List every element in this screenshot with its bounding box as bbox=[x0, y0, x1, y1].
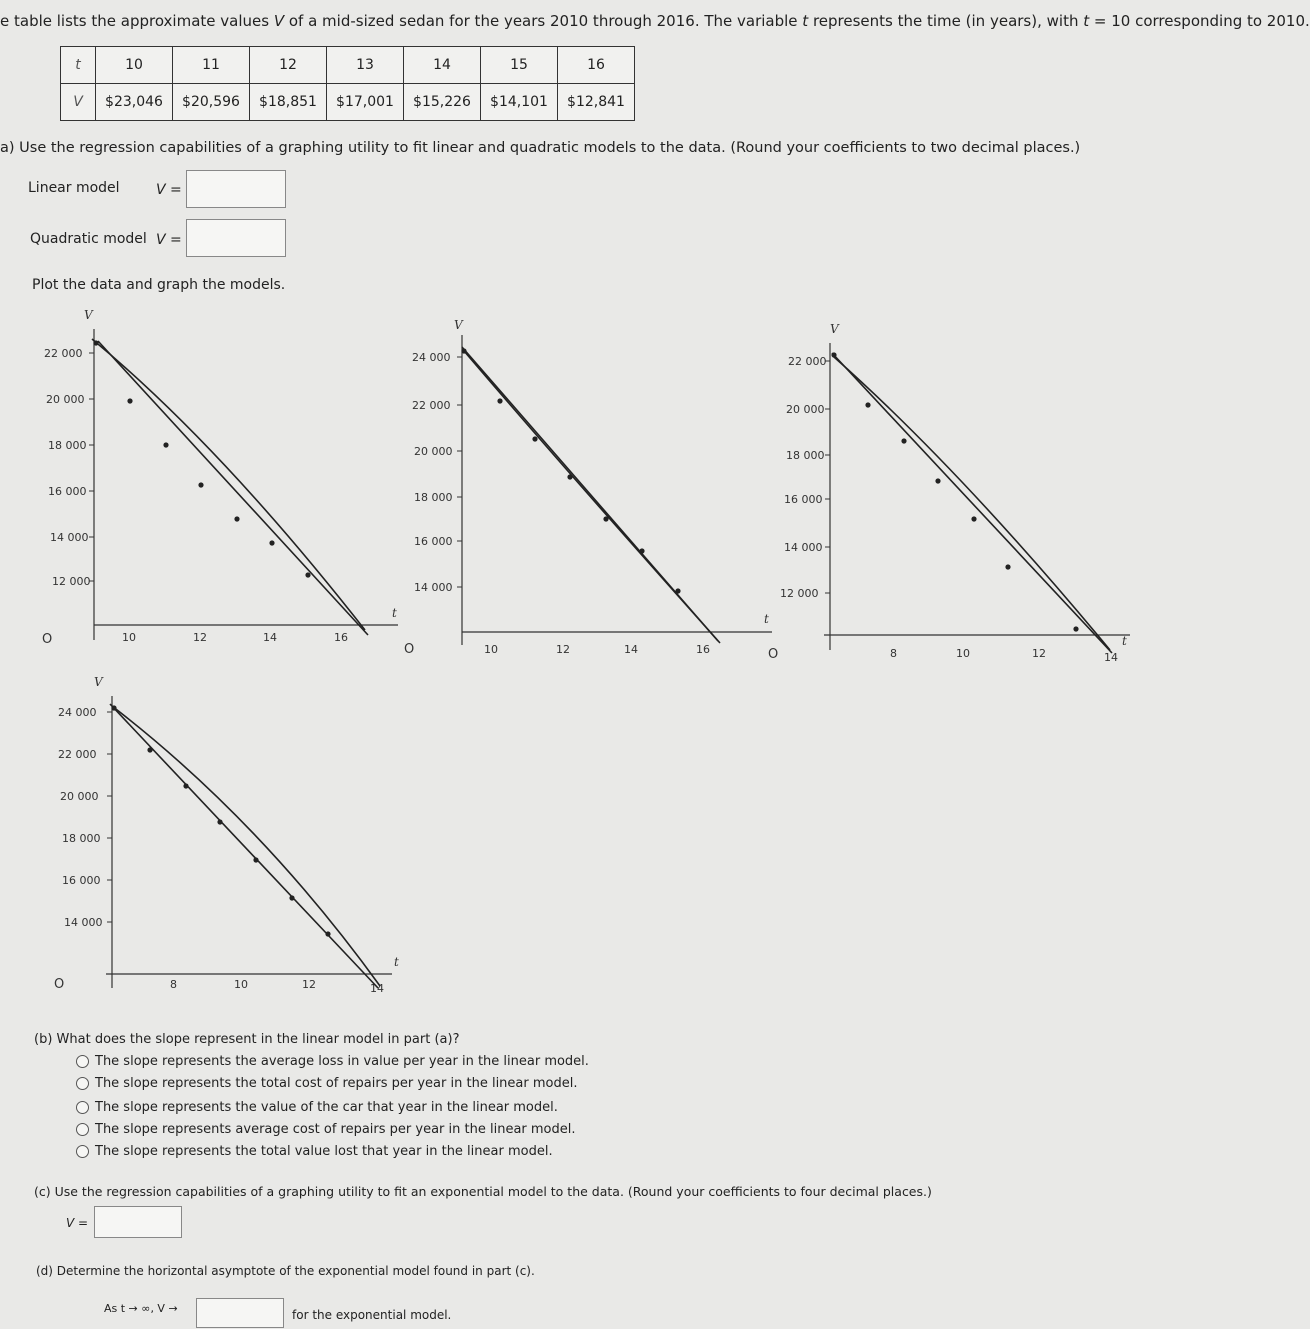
slope-option-3[interactable] bbox=[76, 1100, 558, 1115]
x-tick-label: 12 bbox=[193, 631, 207, 644]
intro-text: e table lists the approximate values bbox=[0, 12, 274, 30]
y-tick-label: 12 000 bbox=[780, 587, 819, 600]
x-tick-label: 16 bbox=[696, 643, 710, 656]
radio-button[interactable] bbox=[76, 1055, 89, 1068]
x-tick-label: 10 bbox=[956, 647, 970, 660]
x-tick-label: 14 bbox=[263, 631, 277, 644]
y-tick-label: 18 000 bbox=[414, 491, 453, 504]
intro-variable-t: t bbox=[802, 12, 809, 30]
y-tick-label: 16 000 bbox=[48, 485, 87, 498]
table-cell: 16 bbox=[558, 47, 635, 84]
y-tick-label: 20 000 bbox=[414, 445, 453, 458]
y-tick-label: 16 000 bbox=[414, 535, 453, 548]
option-label: The slope represents the average loss in value per year in the linear model. bbox=[95, 1054, 589, 1069]
option-label: The slope represents the total value lost that year in the linear model. bbox=[95, 1144, 553, 1159]
x-tick-label: 14 bbox=[1104, 651, 1118, 664]
table-cell: 11 bbox=[173, 47, 250, 84]
x-tick-label: 12 bbox=[302, 978, 316, 991]
slope-option-2[interactable] bbox=[76, 1076, 577, 1091]
intro-text: of a mid-sized sedan for the years 2010 through 2016. The variable bbox=[284, 12, 803, 30]
x-tick-label: 10 bbox=[234, 978, 248, 991]
exponential-model-input[interactable] bbox=[94, 1206, 182, 1238]
table-cell: $18,851 bbox=[250, 84, 327, 121]
linear-model-line bbox=[110, 704, 378, 988]
table-cell: $20,596 bbox=[173, 84, 250, 121]
intro-variable-v: V bbox=[273, 12, 285, 30]
origin-label: O bbox=[54, 977, 65, 992]
data-table bbox=[60, 46, 635, 121]
intro-variable-t: t bbox=[1083, 12, 1090, 30]
linear-model-input[interactable] bbox=[186, 170, 286, 208]
x-axis-label: t bbox=[1122, 634, 1127, 648]
graph-option-4[interactable] bbox=[30, 670, 410, 1000]
y-tick-label: 14 000 bbox=[50, 531, 89, 544]
graph-option-2[interactable] bbox=[400, 305, 780, 665]
slope-option-4[interactable] bbox=[76, 1122, 576, 1137]
y-axis-label: V bbox=[84, 308, 93, 322]
asymptote-limit-text: As t → ∞, V → bbox=[104, 1302, 178, 1315]
option-label: The slope represents the value of the car that year in the linear model. bbox=[95, 1100, 558, 1115]
linear-model-line bbox=[832, 353, 1112, 653]
asymptote-suffix: for the exponential model. bbox=[292, 1308, 452, 1322]
origin-label: O bbox=[768, 647, 779, 662]
radio-button[interactable] bbox=[76, 1101, 89, 1114]
y-tick-label: 22 000 bbox=[412, 399, 451, 412]
y-axis-label: V bbox=[454, 318, 463, 332]
linear-model-label: Linear model bbox=[28, 180, 120, 196]
y-tick-label: 20 000 bbox=[786, 403, 825, 416]
option-label: The slope represents the total cost of repairs per year in the linear model. bbox=[95, 1076, 578, 1091]
radio-button[interactable] bbox=[76, 1123, 89, 1136]
table-cell: 12 bbox=[250, 47, 327, 84]
option-label: The slope represents average cost of repairs per year in the linear model. bbox=[95, 1122, 576, 1137]
asymptote-input[interactable] bbox=[196, 1298, 284, 1328]
y-tick-label: 18 000 bbox=[62, 832, 101, 845]
table-cell: $14,101 bbox=[481, 84, 558, 121]
x-axis-label: t bbox=[392, 606, 397, 620]
y-tick-label: 14 000 bbox=[414, 581, 453, 594]
x-tick-label: 8 bbox=[890, 647, 897, 660]
part-c-prompt: (c) Use the regression capabilities of a graphing utility to fit an exponential model to the data. (Round your coefficients to four decimal places.) bbox=[34, 1184, 932, 1199]
intro-text: represents the time (in years), with bbox=[808, 12, 1084, 30]
table-cell: 10 bbox=[96, 47, 173, 84]
quadratic-model-label: Quadratic model bbox=[30, 231, 147, 247]
graph-option-1[interactable] bbox=[30, 305, 410, 665]
y-tick-label: 22 000 bbox=[44, 347, 83, 360]
y-axis-label: V bbox=[830, 322, 839, 336]
x-axis-label: t bbox=[394, 955, 399, 969]
y-tick-label: 18 000 bbox=[48, 439, 87, 452]
table-header-v: V bbox=[61, 84, 96, 121]
y-tick-label: 14 000 bbox=[64, 916, 103, 929]
y-tick-label: 24 000 bbox=[58, 706, 97, 719]
table-cell: $17,001 bbox=[327, 84, 404, 121]
x-axis-label: t bbox=[764, 612, 769, 626]
table-cell: 14 bbox=[404, 47, 481, 84]
plot-prompt: Plot the data and graph the models. bbox=[32, 277, 286, 293]
y-tick-label: 14 000 bbox=[784, 541, 823, 554]
y-tick-label: 20 000 bbox=[60, 790, 99, 803]
part-d-prompt: (d) Determine the horizontal asymptote of the exponential model found in part (c). bbox=[36, 1264, 535, 1278]
y-axis-label: V bbox=[94, 675, 103, 689]
y-tick-label: 18 000 bbox=[786, 449, 825, 462]
exponential-v-equals: V = bbox=[66, 1216, 89, 1230]
x-tick-label: 16 bbox=[334, 631, 348, 644]
x-tick-label: 10 bbox=[484, 643, 498, 656]
y-tick-label: 16 000 bbox=[62, 874, 101, 887]
quadratic-model-input[interactable] bbox=[186, 219, 286, 257]
part-b-prompt: (b) What does the slope represent in the linear model in part (a)? bbox=[34, 1032, 460, 1047]
table-cell: $15,226 bbox=[404, 84, 481, 121]
radio-button[interactable] bbox=[76, 1145, 89, 1158]
table-row-v bbox=[61, 84, 635, 121]
y-tick-label: 22 000 bbox=[788, 355, 827, 368]
table-row-t bbox=[61, 47, 635, 84]
linear-model-line bbox=[98, 341, 368, 635]
part-a-prompt: a) Use the regression capabilities of a graphing utility to fit linear and quadratic models to the data. (Round your coefficients to two decimal places.) bbox=[0, 140, 1081, 156]
table-header-t: t bbox=[61, 47, 96, 84]
y-tick-label: 20 000 bbox=[46, 393, 85, 406]
y-tick-label: 22 000 bbox=[58, 748, 97, 761]
x-tick-label: 8 bbox=[170, 978, 177, 991]
intro-text: = 10 corresponding to 2010. bbox=[1089, 12, 1310, 30]
x-tick-label: 14 bbox=[370, 982, 384, 995]
y-tick-label: 24 000 bbox=[412, 351, 451, 364]
slope-option-5[interactable] bbox=[76, 1144, 553, 1159]
x-tick-label: 12 bbox=[556, 643, 570, 656]
origin-label: O bbox=[404, 642, 415, 657]
x-tick-label: 12 bbox=[1032, 647, 1046, 660]
table-cell: 13 bbox=[327, 47, 404, 84]
y-tick-label: 16 000 bbox=[784, 493, 823, 506]
slope-option-1[interactable] bbox=[76, 1054, 589, 1069]
radio-button[interactable] bbox=[76, 1077, 89, 1090]
origin-label: O bbox=[42, 632, 53, 647]
quadratic-v-equals: V = bbox=[156, 232, 182, 248]
table-cell: $23,046 bbox=[96, 84, 173, 121]
table-cell: $12,841 bbox=[558, 84, 635, 121]
table-cell: 15 bbox=[481, 47, 558, 84]
linear-v-equals: V = bbox=[156, 182, 182, 198]
x-tick-label: 14 bbox=[624, 643, 638, 656]
problem-intro bbox=[0, 12, 1310, 30]
x-tick-label: 10 bbox=[122, 631, 136, 644]
y-tick-label: 12 000 bbox=[52, 575, 91, 588]
graph-option-3[interactable] bbox=[760, 305, 1150, 665]
